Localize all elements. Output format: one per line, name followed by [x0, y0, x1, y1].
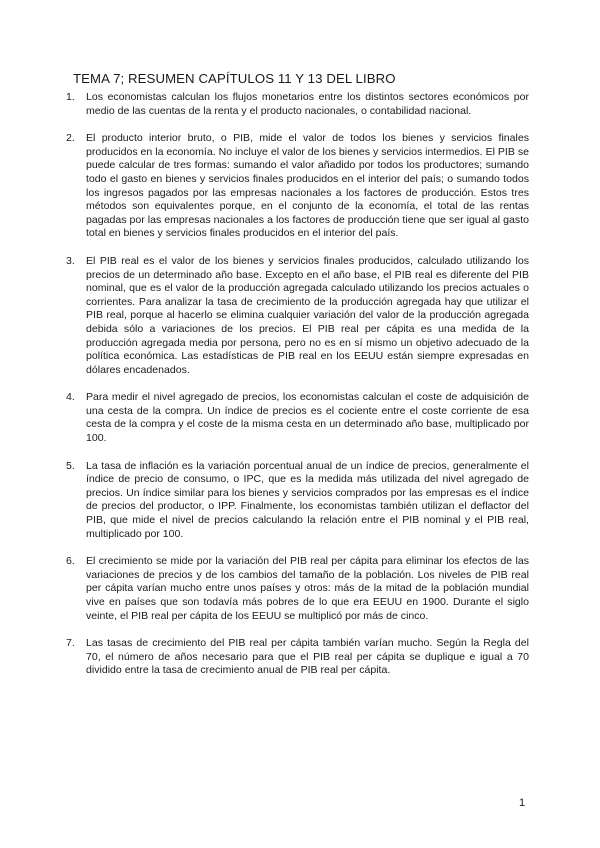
- item-text: El PIB real es el valor de los bienes y servicios finales producidos, calculado utilizando los precios de un determinado año base. Excepto en el año base, el PIB real es diferente del PIB nominal, que es el valor de la producción agregada calculado utilizando los precios actuales o corrientes. Para analizar la tasa de crecimiento de la producción agregada hay que utilizar el PIB real, porque al hacerlo se elimina cualquier variación del valor de la producción agregada debida sólo a variaciones de los precios. El PIB real per cápita es una medida de la producción agregada media por persona, pero no es en sí mismo un objetivo adecuado de la política económica. Las estadísticas de PIB real en los EEUU están siempre expresadas en dólares encadenados.: [86, 254, 529, 376]
- item-number: 4.: [66, 391, 75, 404]
- list-item: [62, 132, 529, 241]
- list-item: [62, 255, 529, 377]
- item-text: Las tasas de crecimiento del PIB real per cápita también varían mucho. Según la Regla del 70, el número de años necesario para que el PIB real per cápita se duplique e igual a 70 dividido entre la tasa de crecimiento anual de PIB real per cápita.: [86, 637, 529, 677]
- item-text: La tasa de inflación es la variación porcentual anual de un índice de precios, generalmente el índice de precio de consumo, o IPC, que es la medida más utilizada del nivel agregado de precios. Un índice similar para los bienes y servicios comprados por las empresas es el índice de precios del productor, o IPP. Finalmente, los economistas también utilizan el deflactor del PIB, que mide el nivel de precios calculando la relación entre el PIB nominal y el PIB real, multiplicado por 100.: [86, 459, 529, 540]
- list-item: [62, 555, 529, 623]
- list-item: [62, 91, 529, 118]
- item-number: 7.: [66, 637, 75, 650]
- item-text: Para medir el nivel agregado de precios, los economistas calculan el coste de adquisición de una cesta de la compra. Un índice de precios es el cociente entre el coste corriente de esa cesta de la compra y el coste de la misma cesta en un determinado año base, multiplicado por 100.: [86, 391, 529, 445]
- summary-list: [62, 91, 529, 692]
- document-title: TEMA 7; RESUMEN CAPÍTULOS 11 Y 13 DEL LIBRO: [73, 71, 396, 86]
- item-number: 3.: [66, 254, 75, 267]
- item-number: 2.: [66, 132, 75, 145]
- list-item: [62, 391, 529, 445]
- item-text: Los economistas calculan los flujos monetarios entre los distintos sectores económicos por medio de las cuentas de la renta y el producto nacionales, o contabilidad nacional.: [86, 91, 529, 117]
- page-number: 1: [519, 797, 526, 809]
- item-text: El crecimiento se mide por la variación del PIB real per cápita para eliminar los efectos de las variaciones de precios y de los cambios del tamaño de la población. Los niveles de PIB real per cápita varían mucho entre unos países y otros: más de la mitad de la población mundial vive en países que son todavía más pobres de lo que era EEUU en 1900. Durante el siglo veinte, el PIB real per cápita de los EEUU se multiplicó por más de cinco.: [86, 555, 529, 622]
- list-item: [62, 460, 529, 542]
- list-item: [62, 637, 529, 678]
- item-number: 5.: [66, 459, 75, 472]
- item-number: 6.: [66, 555, 75, 568]
- item-text: El producto interior bruto, o PIB, mide el valor de todos los bienes y servicios finales producidos en la economía. No incluye el valor de los bienes y servicios intermedios. El PIB se puede calcular de tres formas: sumando el valor añadido por todos los productores; sumando todo el gasto en bienes y servicios finales producidos en el interior del país; o sumando todos los ingresos pagados por las empresas nacionales a los factores de producción. Estos tres métodos son equivalentes porque, en el conjunto de la economía, el total de las rentas pagadas por las empresas nacionales a los factores de producción tiene que ser igual al gasto total en bienes y servicios finales producidos en el interior del país.: [86, 132, 529, 240]
- item-number: 1.: [66, 91, 75, 103]
